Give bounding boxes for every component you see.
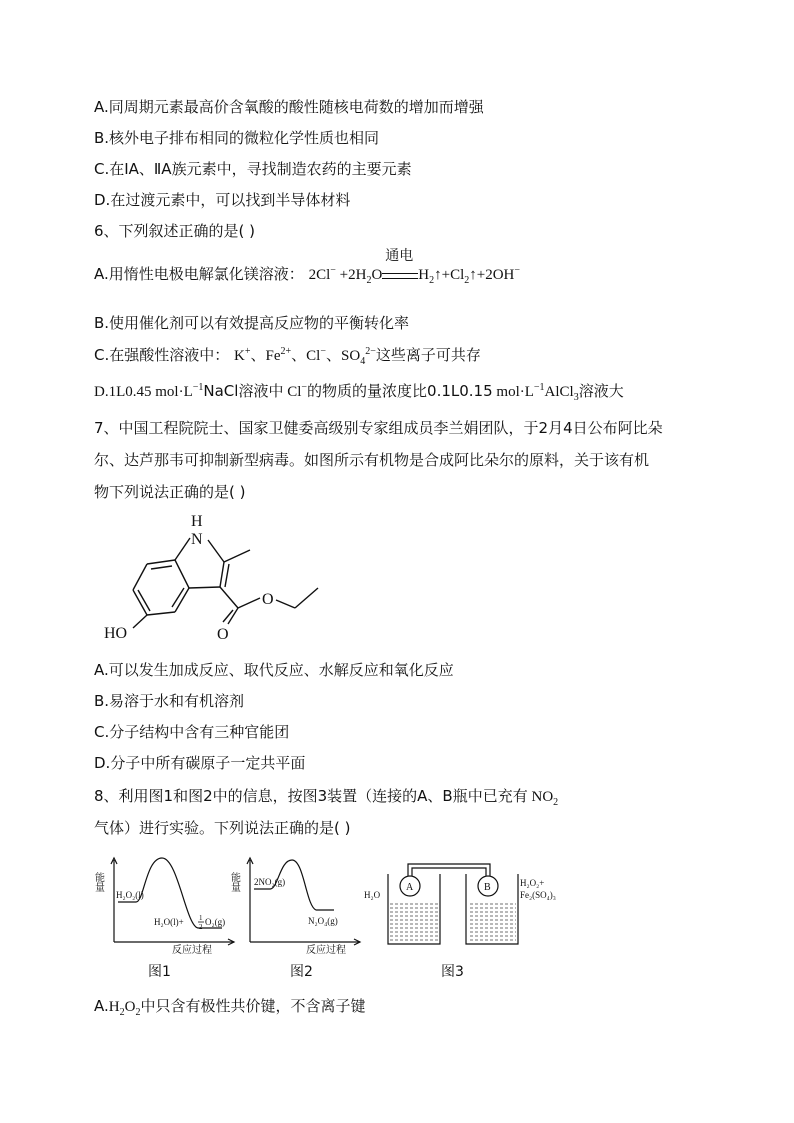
atom-o-ether: O	[262, 591, 274, 608]
fig3-bottle-a: A	[406, 882, 414, 893]
atom-n: N	[191, 531, 203, 548]
fig1-reactant: H₂O₂(l)	[116, 890, 144, 900]
q6-option-c-ions: K+、$Fe^{2+}$、Cl−、$SO_4^{2-}$	[234, 346, 376, 367]
svg-text:1: 1	[199, 914, 203, 922]
q8-stem-line1: 8、利用图1和图2中的信息，按图3装置（连接的A、B瓶中已充有 $NO_2$	[94, 787, 559, 808]
svg-text:2: 2	[199, 923, 203, 931]
q7-stem-line2: 尔、达芦那韦可抑制新型病毒。如图所示有机物是合成阿比朵尔的原料，关于该有机	[94, 451, 650, 469]
q7-option-a: A.可以发生加成反应、取代反应、水解反应和氧化反应	[94, 661, 454, 679]
q7-option-d: D.分子中所有碳原子一定共平面	[94, 754, 306, 772]
q7-option-b: B.易溶于水和有机溶剂	[94, 692, 245, 710]
fig3-bottle-b: B	[484, 882, 491, 893]
atom-h: H	[191, 513, 203, 530]
q6-option-a-text: A.用惰性电极电解氯化镁溶液：	[94, 265, 304, 283]
fig2-reactant: 2NO₂(g)	[254, 877, 286, 887]
q5-option-d: D.在过渡元素中，可以找到半导体材料	[94, 191, 351, 209]
figure-3-caption: 图3	[441, 964, 464, 980]
q5-option-a: A.同周期元素最高价含氧酸的酸性随核电荷数的增加而增强	[94, 98, 484, 116]
atom-ho: HO	[104, 625, 128, 642]
q8-option-a: $A.H_2O_2$中只含有极性共价键，不含离子键	[94, 997, 366, 1018]
q7-molecule-structure	[100, 508, 340, 648]
fig3-left-label: H₂O	[364, 890, 381, 900]
q8-stem-line2: 气体）进行实验。下列说法正确的是( )	[94, 819, 351, 837]
figure-2-energy-diagram	[228, 854, 364, 956]
q6-stem: 6、下列叙述正确的是( )	[94, 222, 256, 240]
fig1-ylabel: 能量	[92, 872, 104, 892]
q6-option-b: B.使用催化剂可以有效提高反应物的平衡转化率	[94, 314, 410, 332]
q6-option-a-equation: $2Cl^- +2H_2O$ 通电 $H_2↑+Cl_2↑+2OH^-$	[308, 248, 521, 286]
svg-text:O₂(g): O₂(g)	[205, 917, 226, 927]
q5-option-c: C.在ⅠA、ⅡA族元素中，寻找制造农药的主要元素	[94, 160, 412, 178]
fig1-xlabel: 反应过程	[172, 945, 212, 956]
figure-3-apparatus	[360, 858, 560, 950]
fig3-right-label-1: H₂O₂+	[520, 878, 545, 888]
figure-1-energy-diagram	[92, 854, 236, 956]
figure-2-caption: 图2	[290, 964, 313, 980]
fig2-xlabel: 反应过程	[306, 945, 346, 956]
q6-option-c: C.在强酸性溶液中： K+、$Fe^{2+}$、Cl−、$SO_4^{2-}$这些离子可共存	[94, 346, 481, 367]
fig2-ylabel: 能量	[228, 872, 240, 892]
q7-stem-line1: 7、中国工程院院士、国家卫健委高级别专家组成员李兰娟团队，于2月4日公布阿比朵	[94, 419, 663, 437]
electrolysis-condition: 通电	[385, 248, 414, 264]
figure-1-caption: 图1	[148, 964, 171, 980]
fig2-product: N₂O₄(g)	[308, 916, 338, 926]
q7-stem-line3: 物下列说法正确的是( )	[94, 483, 246, 501]
fig3-right-label-2: Fe₂(SO₄)₃	[520, 890, 556, 900]
q7-option-c: C.分子结构中含有三种官能团	[94, 723, 290, 741]
fig1-product: H₂O(l)+	[154, 917, 184, 927]
q6-option-a	[94, 248, 521, 286]
q6-option-d: D.1L0.45 $mol\cdot L^{-1}NaCl$溶液中 Cl−的物质的量浓度比0.1L0.15 $mol\cdot L^{-1}AlCl_3$溶液大	[94, 382, 624, 403]
q5-option-b: B.核外电子排布相同的微粒化学性质也相同	[94, 129, 380, 147]
atom-o-carbonyl: O	[217, 626, 229, 643]
